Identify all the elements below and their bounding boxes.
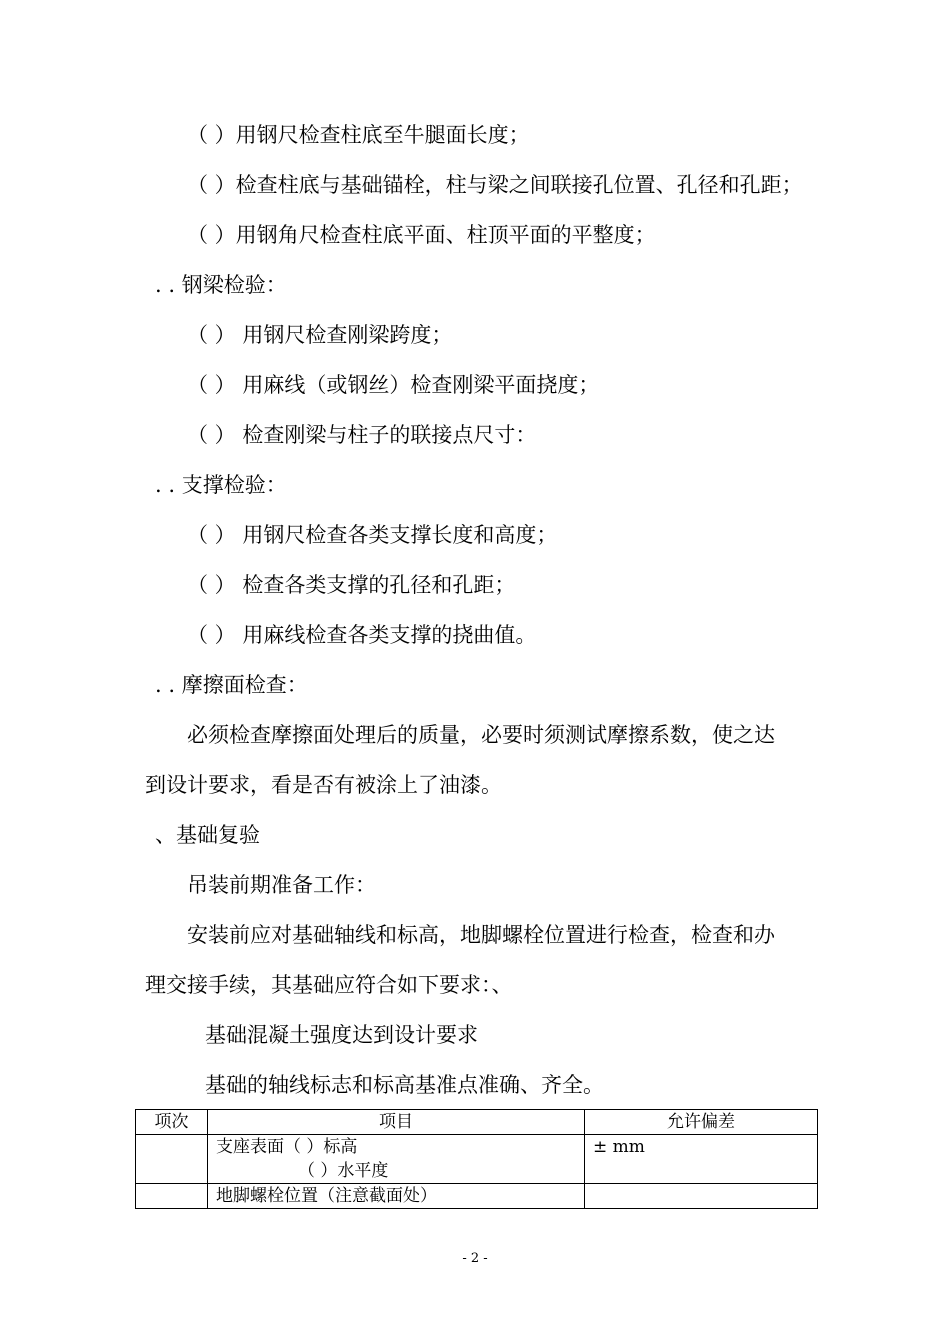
tolerance-table	[135, 1109, 818, 1209]
paragraph-line: 到设计要求，看是否有被涂上了油漆。	[145, 773, 502, 797]
header-cell-no: 项次	[136, 1110, 208, 1135]
text-line: （ ） 检查刚梁与柱子的联接点尺寸：	[187, 423, 537, 447]
table-cell-tolerance: ± mm	[585, 1135, 818, 1184]
text-line: （ ） 用钢尺检查各类支撑长度和高度；	[187, 523, 558, 547]
section-heading: 、基础复验	[155, 823, 260, 847]
table-cell-tolerance	[585, 1184, 818, 1209]
text-line: （ ） 用麻线检查各类支撑的挠曲值。	[187, 623, 537, 647]
table-header-row	[136, 1110, 818, 1135]
page-number: - 2 -	[462, 1251, 488, 1266]
text-line: （ ）检查柱底与基础锚栓，柱与梁之间联接孔位置、孔径和孔距；	[187, 173, 803, 197]
text-line: （ ） 检查各类支撑的孔径和孔距；	[187, 573, 516, 597]
table-cell-no	[136, 1135, 208, 1184]
section-heading: . . 摩擦面检查：	[155, 673, 308, 697]
text-line: 基础混凝土强度达到设计要求	[205, 1023, 478, 1047]
text-line: （ ） 用麻线（或钢丝）检查刚梁平面挠度；	[187, 373, 600, 397]
paragraph-line: 必须检查摩擦面处理后的质量，必要时须测试摩擦系数，使之达	[187, 723, 775, 747]
table-row	[136, 1184, 818, 1209]
text-line: （ ）用钢角尺检查柱底平面、柱顶平面的平整度；	[187, 223, 656, 247]
header-cell-item: 项目	[208, 1110, 585, 1135]
section-heading: . . 钢梁检验：	[155, 273, 287, 297]
text-line: 吊装前期准备工作：	[187, 873, 376, 897]
section-heading: . . 支撑检验：	[155, 473, 287, 497]
text-line: （ ）用钢尺检查柱底至牛腿面长度；	[187, 123, 530, 147]
paragraph-line: 理交接手续，其基础应符合如下要求：、	[145, 973, 513, 997]
table-cell-no	[136, 1184, 208, 1209]
item-subline: （ ）水平度	[298, 1161, 389, 1181]
header-cell-tolerance: 允许偏差	[585, 1110, 818, 1135]
paragraph-line: 安装前应对基础轴线和标高，地脚螺栓位置进行检查，检查和办	[187, 923, 775, 947]
item-line: 支座表面（ ）标高	[216, 1137, 358, 1157]
table-cell-item: 地脚螺栓位置（注意截面处）	[208, 1184, 585, 1209]
table-cell-item	[208, 1135, 585, 1184]
table-row	[136, 1135, 818, 1184]
text-line: （ ） 用钢尺检查刚梁跨度；	[187, 323, 453, 347]
text-line: 基础的轴线标志和标高基准点准确、齐全。	[205, 1073, 604, 1097]
